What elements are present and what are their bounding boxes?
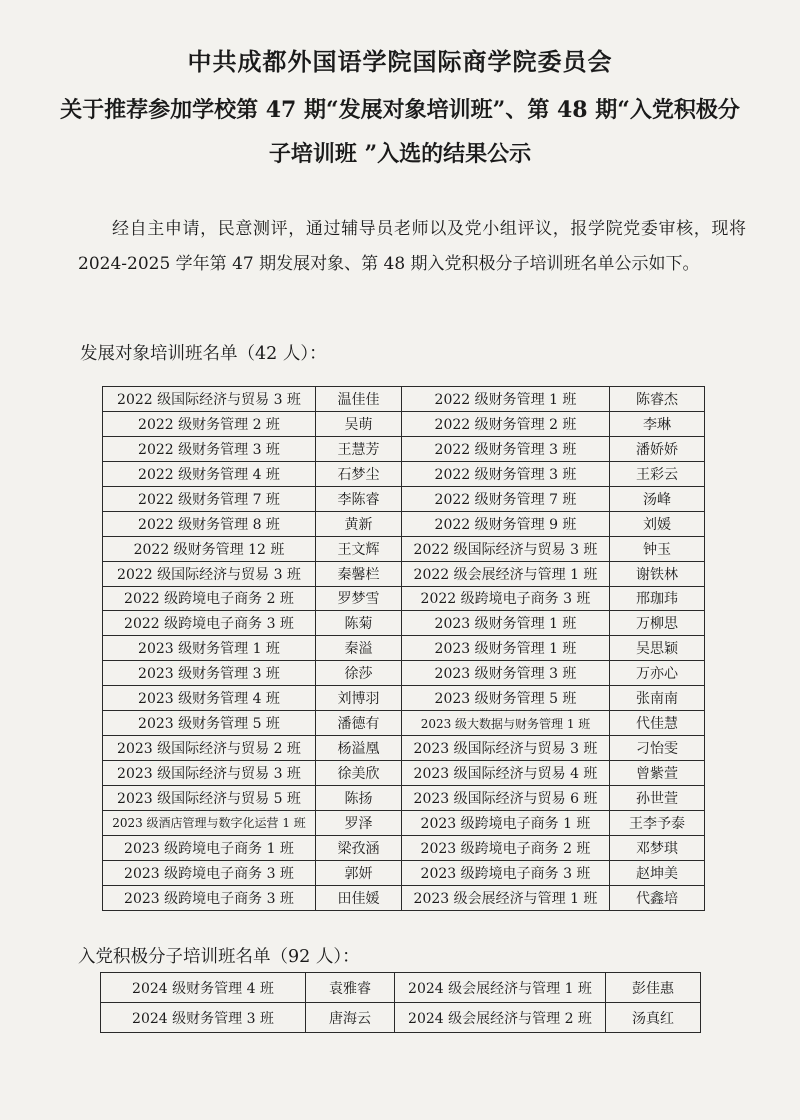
table-row xyxy=(103,561,705,586)
class-cell-right: 2022 级会展经济与管理 1 班 xyxy=(402,561,610,586)
name-cell-right: 汤峰 xyxy=(610,486,705,511)
class-cell-right: 2023 级国际经济与贸易 3 班 xyxy=(402,736,610,761)
class-cell-right: 2023 级跨境电子商务 1 班 xyxy=(402,810,610,835)
class-cell-right: 2024 级会展经济与管理 2 班 xyxy=(395,1003,606,1033)
class-cell-right: 2023 级大数据与财务管理 1 班 xyxy=(402,711,610,736)
name-cell-left: 陈菊 xyxy=(316,611,402,636)
table-row xyxy=(101,1003,701,1033)
class-cell-right: 2023 级财务管理 5 班 xyxy=(402,686,610,711)
name-cell-left: 杨溢凰 xyxy=(316,736,402,761)
name-cell-right: 陈睿杰 xyxy=(610,387,705,412)
class-cell-right: 2023 级跨境电子商务 3 班 xyxy=(402,860,610,885)
name-cell-right: 王彩云 xyxy=(610,461,705,486)
development-list-label: 发展对象培训班名单（42 人）： xyxy=(80,344,327,364)
name-cell-right: 代鑫培 xyxy=(610,885,705,910)
class-cell-right: 2022 级财务管理 1 班 xyxy=(402,387,610,412)
name-cell-left: 秦溢 xyxy=(316,636,402,661)
table-row xyxy=(103,536,705,561)
class-cell-right: 2022 级财务管理 7 班 xyxy=(402,486,610,511)
name-cell-left: 石梦尘 xyxy=(316,461,402,486)
document-title: 中共成都外国语学院国际商学院委员会 xyxy=(187,47,613,76)
name-cell-right: 万柳思 xyxy=(610,611,705,636)
class-cell-right: 2023 级财务管理 1 班 xyxy=(402,636,610,661)
name-cell-right: 汤真红 xyxy=(606,1003,701,1033)
name-cell-left: 秦馨栏 xyxy=(316,561,402,586)
table-row xyxy=(103,885,705,910)
class-cell-right: 2023 级国际经济与贸易 6 班 xyxy=(402,786,610,811)
name-cell-left: 梁孜涵 xyxy=(316,835,402,860)
table-row xyxy=(103,686,705,711)
name-cell-right: 彭佳惠 xyxy=(606,973,701,1003)
table-row xyxy=(103,387,705,412)
name-cell-left: 郭妍 xyxy=(316,860,402,885)
table-row xyxy=(103,436,705,461)
class-cell-left: 2024 级财务管理 3 班 xyxy=(101,1003,306,1033)
table-row xyxy=(103,411,705,436)
class-cell-left: 2022 级财务管理 3 班 xyxy=(103,436,316,461)
name-cell-left: 王文辉 xyxy=(316,536,402,561)
name-cell-left: 潘德有 xyxy=(316,711,402,736)
name-cell-left: 陈扬 xyxy=(316,786,402,811)
class-cell-left: 2024 级财务管理 4 班 xyxy=(101,973,306,1003)
class-cell-left: 2023 级跨境电子商务 3 班 xyxy=(103,860,316,885)
name-cell-left: 田佳媛 xyxy=(316,885,402,910)
name-cell-right: 万亦心 xyxy=(610,661,705,686)
activist-list-table xyxy=(100,972,701,1033)
class-cell-left: 2023 级国际经济与贸易 3 班 xyxy=(103,761,316,786)
class-cell-left: 2023 级酒店管理与数字化运营 1 班 xyxy=(103,810,316,835)
table-row xyxy=(103,511,705,536)
class-cell-left: 2023 级国际经济与贸易 2 班 xyxy=(103,736,316,761)
table-row xyxy=(103,835,705,860)
intro-paragraph: 经自主申请，民意测评，通过辅导员老师以及党小组评议，报学院党委审核，现将 2024-2025 学年第 47 期发展对象、第 48 期入党积极分子培训班名单公示如下。 xyxy=(78,219,746,274)
class-cell-left: 2022 级跨境电子商务 2 班 xyxy=(103,586,316,611)
name-cell-right: 刁怡雯 xyxy=(610,736,705,761)
name-cell-left: 王慧芳 xyxy=(316,436,402,461)
name-cell-left: 徐美欣 xyxy=(316,761,402,786)
name-cell-right: 吴思颖 xyxy=(610,636,705,661)
class-cell-right: 2022 级财务管理 9 班 xyxy=(402,511,610,536)
name-cell-right: 曾紫萱 xyxy=(610,761,705,786)
name-cell-left: 李陈睿 xyxy=(316,486,402,511)
table-row xyxy=(103,860,705,885)
development-list-table xyxy=(102,386,705,911)
name-cell-right: 孙世萱 xyxy=(610,786,705,811)
table-row xyxy=(101,973,701,1003)
class-cell-right: 2023 级跨境电子商务 2 班 xyxy=(402,835,610,860)
name-cell-left: 唐海云 xyxy=(306,1003,395,1033)
name-cell-right: 张南南 xyxy=(610,686,705,711)
class-cell-left: 2022 级财务管理 8 班 xyxy=(103,511,316,536)
class-cell-right: 2022 级国际经济与贸易 3 班 xyxy=(402,536,610,561)
name-cell-right: 赵坤美 xyxy=(610,860,705,885)
table-row xyxy=(103,761,705,786)
name-cell-right: 李琳 xyxy=(610,411,705,436)
class-cell-left: 2022 级财务管理 2 班 xyxy=(103,411,316,436)
table-row xyxy=(103,736,705,761)
class-cell-right: 2022 级跨境电子商务 3 班 xyxy=(402,586,610,611)
class-cell-left: 2022 级财务管理 4 班 xyxy=(103,461,316,486)
table-row xyxy=(103,636,705,661)
class-cell-left: 2022 级国际经济与贸易 3 班 xyxy=(103,387,316,412)
table-row xyxy=(103,661,705,686)
name-cell-left: 温佳佳 xyxy=(316,387,402,412)
class-cell-right: 2024 级会展经济与管理 1 班 xyxy=(395,973,606,1003)
table-row xyxy=(103,486,705,511)
name-cell-right: 刘媛 xyxy=(610,511,705,536)
table-row xyxy=(103,711,705,736)
class-cell-left: 2023 级财务管理 1 班 xyxy=(103,636,316,661)
class-cell-left: 2023 级国际经济与贸易 5 班 xyxy=(103,786,316,811)
name-cell-right: 潘娇娇 xyxy=(610,436,705,461)
class-cell-right: 2023 级财务管理 1 班 xyxy=(402,611,610,636)
class-cell-left: 2023 级跨境电子商务 3 班 xyxy=(103,885,316,910)
class-cell-left: 2023 级财务管理 5 班 xyxy=(103,711,316,736)
name-cell-right: 代佳慧 xyxy=(610,711,705,736)
class-cell-right: 2022 级财务管理 3 班 xyxy=(402,436,610,461)
name-cell-right: 谢铁林 xyxy=(610,561,705,586)
class-cell-right: 2022 级财务管理 3 班 xyxy=(402,461,610,486)
name-cell-left: 罗泽 xyxy=(316,810,402,835)
class-cell-right: 2022 级财务管理 2 班 xyxy=(402,411,610,436)
table-row xyxy=(103,786,705,811)
table-row xyxy=(103,810,705,835)
class-cell-right: 2023 级财务管理 3 班 xyxy=(402,661,610,686)
name-cell-right: 钟玉 xyxy=(610,536,705,561)
class-cell-left: 2022 级财务管理 7 班 xyxy=(103,486,316,511)
class-cell-left: 2022 级国际经济与贸易 3 班 xyxy=(103,561,316,586)
class-cell-left: 2022 级跨境电子商务 3 班 xyxy=(103,611,316,636)
name-cell-left: 徐莎 xyxy=(316,661,402,686)
name-cell-left: 吴萌 xyxy=(316,411,402,436)
class-cell-left: 2023 级财务管理 3 班 xyxy=(103,661,316,686)
activist-list-label: 入党积极分子培训班名单（92 人）： xyxy=(78,947,360,967)
name-cell-left: 罗梦雪 xyxy=(316,586,402,611)
table-row xyxy=(103,461,705,486)
class-cell-left: 2023 级跨境电子商务 1 班 xyxy=(103,835,316,860)
class-cell-right: 2023 级会展经济与管理 1 班 xyxy=(402,885,610,910)
name-cell-right: 邓梦琪 xyxy=(610,835,705,860)
class-cell-left: 2023 级财务管理 4 班 xyxy=(103,686,316,711)
document-subtitle: 关于推荐参加学校第 47 期“发展对象培训班”、第 48 期“入党积极分子培训班 ”入选的结果公示 xyxy=(60,97,740,167)
table-row xyxy=(103,611,705,636)
name-cell-left: 袁雅睿 xyxy=(306,973,395,1003)
class-cell-left: 2022 级财务管理 12 班 xyxy=(103,536,316,561)
name-cell-left: 黄新 xyxy=(316,511,402,536)
name-cell-right: 王李予泰 xyxy=(610,810,705,835)
table-row xyxy=(103,586,705,611)
name-cell-left: 刘博羽 xyxy=(316,686,402,711)
class-cell-right: 2023 级国际经济与贸易 4 班 xyxy=(402,761,610,786)
name-cell-right: 邢珈玮 xyxy=(610,586,705,611)
